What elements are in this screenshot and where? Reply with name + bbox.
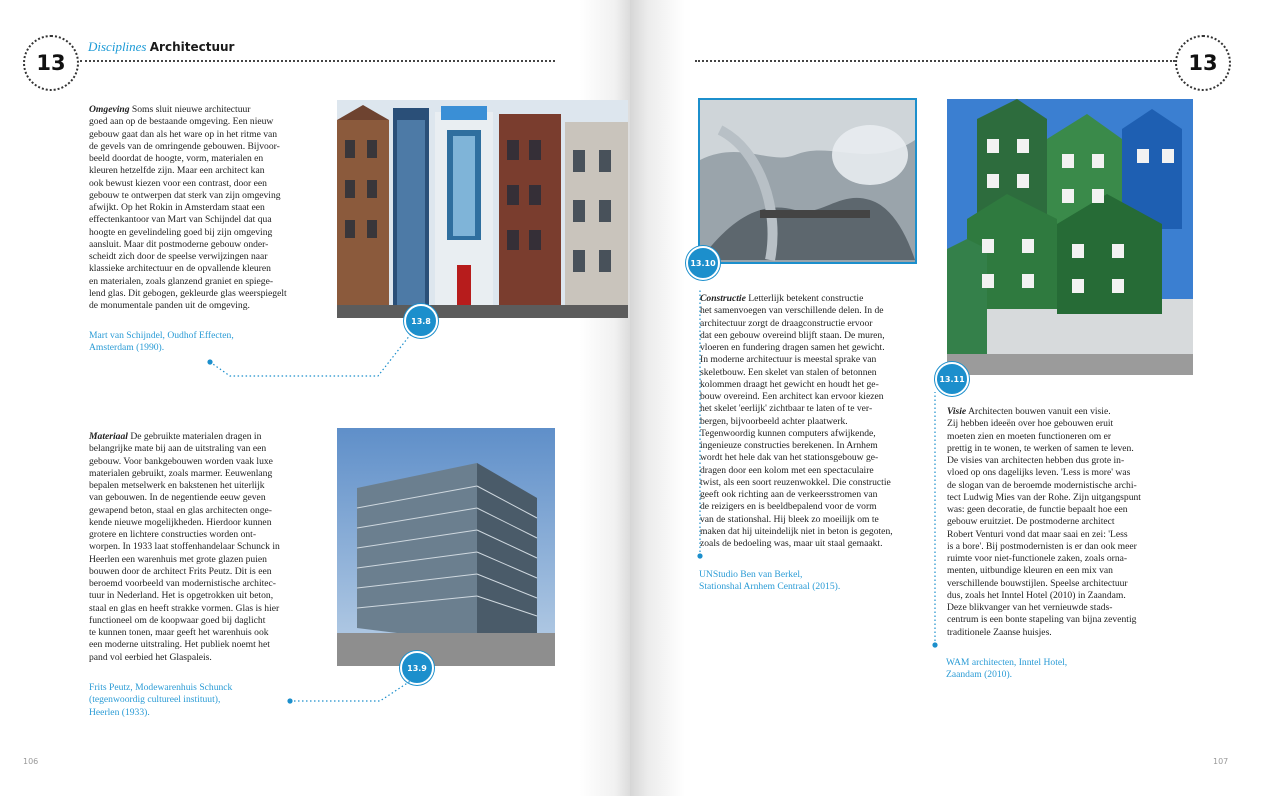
chapter-number-badge: 13	[23, 35, 79, 91]
section-body: Architecten bouwen vanuit een visie. Zij hebben ideeën over hoe gebouwen eruit moeten zien en moeten functioneren om er prettig in te wonen, te werken of samen te leven. De visies van architecten hebben dus grote in- vloed op ons dagelijks leven. 'Less is more' was de slogan van de beroemde modernistische archi- tect Ludwig Mies van der Rohe. Zijn uitgangspunt was: geen decoratie, de functie bepaalt hoe een gebouw eruitziet. De postmoderne architect Robert Venturi vond dat maar saai en zei: 'Less is a bore'. Bij postmodernisten is er dan ook meer ruimte voor niet-functionele zaken, zoals orna- menten, uitbundige kleuren en een mix van verschillende bouwstijlen. Speelse architectuur dus, zoals het Inntel Hotel (2010) in Zaandam. Deze blikvanger van het vernieuwde stads- centrum is een bonte stapeling van bijna zeventig traditionele Zaanse huisjes.	[947, 406, 1141, 638]
figure-badge-13-10: 13.10	[686, 246, 720, 280]
page-number: 106	[23, 757, 39, 766]
section-lead: Constructie	[700, 293, 746, 304]
section-lead: Materiaal	[89, 431, 128, 442]
section-body: De gebruikte materialen dragen in belangrijke mate bij aan de uitstraling van een gebouw. Voor bankgebouwen worden vaak luxe materialen gebruikt, zoals marmer. Eeuwenlang bepalen metselwerk en bakstenen het uiterlijk van gebouwen. In de negentiende eeuw geven gewapend beton, staal en glas architecten onge- kende nieuwe mogelijkheden. Hierdoor kunnen grotere en lichtere constructies worden ont- worpen. In 1933 laat stoffenhandelaar Schunck in Heerlen een warenhuis met grote glazen puien bouwen door de architect Frits Peutz. Dit is een beroemd voorbeeld van modernistische architec- tuur in Nederland. Het is opgetrokken uit beton, staal en glas en heeft strakke vormen. Glas is hier functioneel om de koopwaar goed bij daglicht te kunnen tonen, maar geeft het warenhuis ook een moderne uitstraling. Het publiek noemt het pand vol eerbied het Glaspaleis.	[89, 431, 280, 663]
section-lead: Visie	[947, 406, 967, 417]
section-body: Letterlijk betekent constructie het samenvoegen van verschillende delen. In de architectuur zorgt de draagconstructie ervoor dat een gebouw overeind blijft staan. De muren, vloeren en fundering dragen samen het gewicht. In moderne architectuur is meestal sprake van skeletbouw. Een skelet van stalen of betonnen kolommen draagt het gewicht en houdt het ge- bouw overeind. Een architect kan ervoor kiezen het skelet 'eerlijk' zichtbaar te laten of te ver- bergen, bijvoorbeeld achter plaatwerk. Tegenwoordig kunnen computers afwijkende, ingenieuze constructies berekenen. In Arnhem wordt het hele dak van het stationsgebouw ge- dragen door een kolom met een spectaculaire twist, als een soort reuzenwokkel. Die constructie geeft ook richting aan de verkeersstromen van de reizigers en is beeldbepalend voor de vorm van de stationshal. Hij bleek zo moeilijk om te maken dat hij uiteindelijk niet in beton is gegoten, zoals de bedoeling was, maar uit staal gemaakt.	[700, 293, 893, 549]
figure-badge-13-8: 13.8	[404, 304, 438, 338]
leader-13-9	[290, 680, 412, 701]
chapter-number-badge: 13	[1175, 35, 1231, 91]
figure-badge-13-9: 13.9	[400, 651, 434, 685]
header-section: Disciplines	[88, 39, 147, 54]
figure-badge-13-11: 13.11	[935, 362, 969, 396]
caption-13-9: Frits Peutz, Modewarenhuis Schunck (tegenwoordig cultureel instituut), Heerlen (1933).	[89, 682, 233, 718]
caption-13-8: Mart van Schijndel, Oudhof Effecten, Amsterdam (1990).	[89, 330, 234, 354]
leader-13-8	[210, 330, 414, 376]
header-subject: Architectuur	[149, 40, 235, 54]
section-lead: Omgeving	[89, 104, 130, 115]
caption-13-10: UNStudio Ben van Berkel, Stationshal Arnhem Centraal (2015).	[699, 569, 841, 593]
caption-13-11: WAM architecten, Inntel Hotel, Zaandam (2010).	[946, 657, 1068, 681]
section-body: Soms sluit nieuwe architectuur goed aan op de bestaande omgeving. Een nieuw gebouw gaat dan als het ware op in het ritme van de gevels van de omringende gebouwen. Bijvoor- beeld doordat de hoogte, vorm, materialen en kleuren hetzelfde zijn. Maar een architect kan ook bewust kiezen voor een contrast, door een gebouw te ontwerpen dat sterk van zijn omgeving afwijkt. Op het Rokin in Amsterdam staat een effectenkantoor van Mart van Schijndel dat qua hoogte en gevelindeling goed bij zijn omgeving aansluit. Maar dit postmoderne gebouw onder- scheidt zich door de speelse verwijzingen naar klassieke architectuur en de opvallende kleuren en materialen, zoals glanzend graniet en spiege- lend glas. Dit gebogen, gekleurde glas weerspiegelt de monumentale panden uit de omgeving.	[89, 104, 287, 311]
page-number: 107	[1213, 757, 1229, 766]
